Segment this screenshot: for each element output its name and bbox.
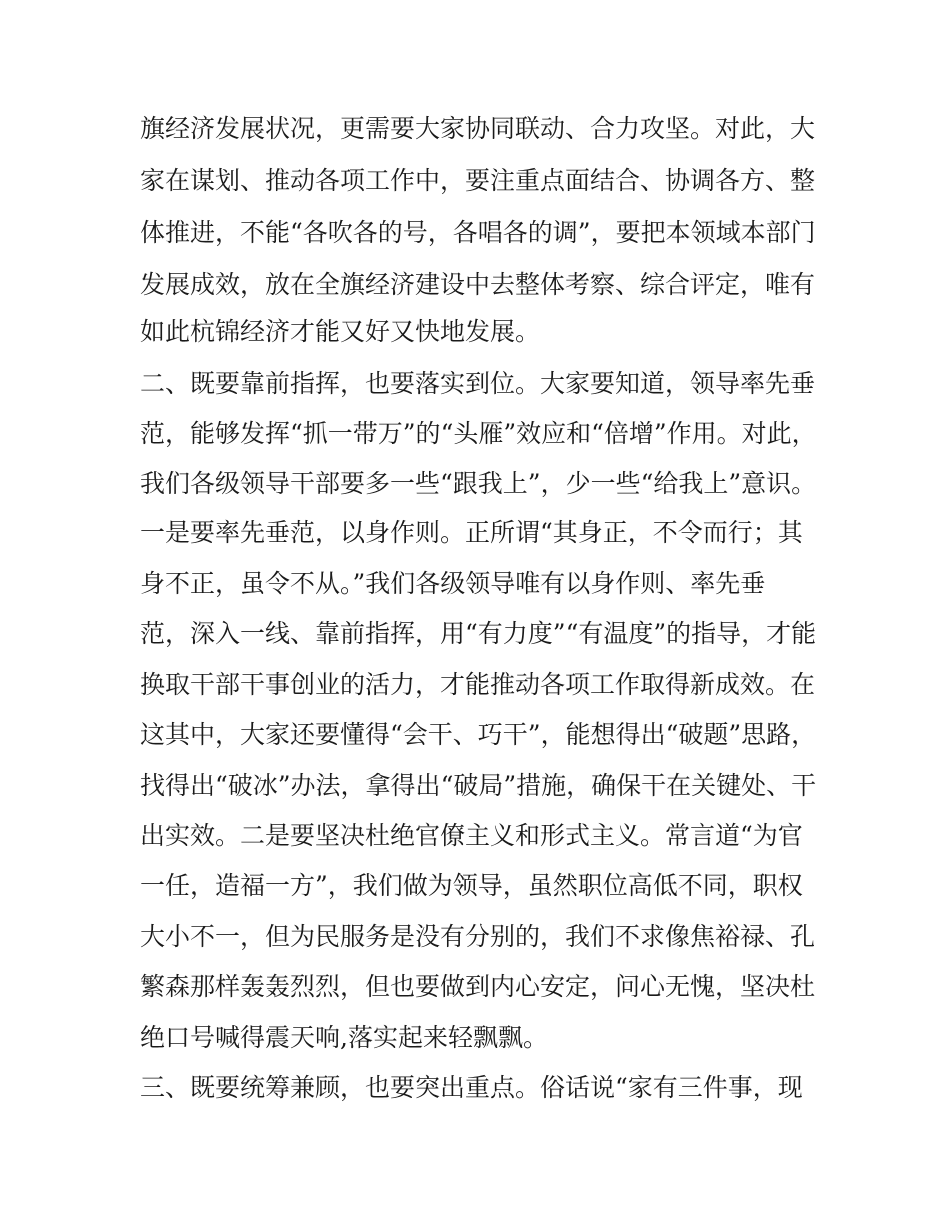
text-line: 繁森那样轰轰烈烈，但也要做到内心安定，问心无愧，坚决杜 <box>140 972 816 1001</box>
text-line: 三、既要统筹兼顾，也要突出重点。俗话说“家有三件事，现 <box>140 1073 803 1102</box>
text-line: 找得出“破冰”办法，拿得出“破局”措施，确保干在关键处、干 <box>140 771 817 800</box>
text-line: 这其中，大家还要懂得“会干、巧干”，能想得出“破题”思路， <box>140 720 817 749</box>
text-line: 我们各级领导干部要多一些“跟我上”，少一些“给我上”意识。 <box>140 469 817 498</box>
text-line: 大小不一，但为民服务是没有分别的，我们不求像焦裕禄、孔 <box>140 922 816 951</box>
text-line: 换取干部干事创业的活力，才能推动各项工作取得新成效。在 <box>140 670 816 699</box>
text-line: 发展成效，放在全旗经济建设中去整体考察、综合评定，唯有 <box>140 270 816 299</box>
text-line: 如此杭锦经济才能又好又快地发展。 <box>140 317 541 346</box>
text-line: 家在谋划、推动各项工作中，要注重点面结合、协调各方、整 <box>140 166 816 195</box>
text-line: 体推进，不能“各吹各的号，各唱各的调”，要把本领域本部门 <box>140 218 816 247</box>
text-line: 一任，造福一方”，我们做为领导，虽然职位高低不同，职权 <box>140 871 803 900</box>
text-line: 绝口号喊得震天响,落实起来轻飘飘。 <box>140 1023 548 1052</box>
text-line: 旗经济发展状况，更需要大家协同联动、合力攻坚。对此，大 <box>140 114 816 143</box>
text-line: 范，深入一线、靠前指挥，用“有力度”“有温度”的指导，才能 <box>140 619 817 648</box>
text-line: 范，能够发挥“抓一带万”的“头雁”效应和“倍增”作用。对此， <box>140 419 817 448</box>
text-line: 二、既要靠前指挥，也要落实到位。大家要知道，领导率先垂 <box>140 369 816 398</box>
text-line: 出实效。二是要坚决杜绝官僚主义和形式主义。常言道“为官 <box>140 821 803 850</box>
text-line: 一是要率先垂范，以身作则。正所谓“其身正，不令而行；其 <box>140 518 803 547</box>
text-line: 身不正，虽令不从。”我们各级领导唯有以身作则、率先垂 <box>140 569 766 598</box>
